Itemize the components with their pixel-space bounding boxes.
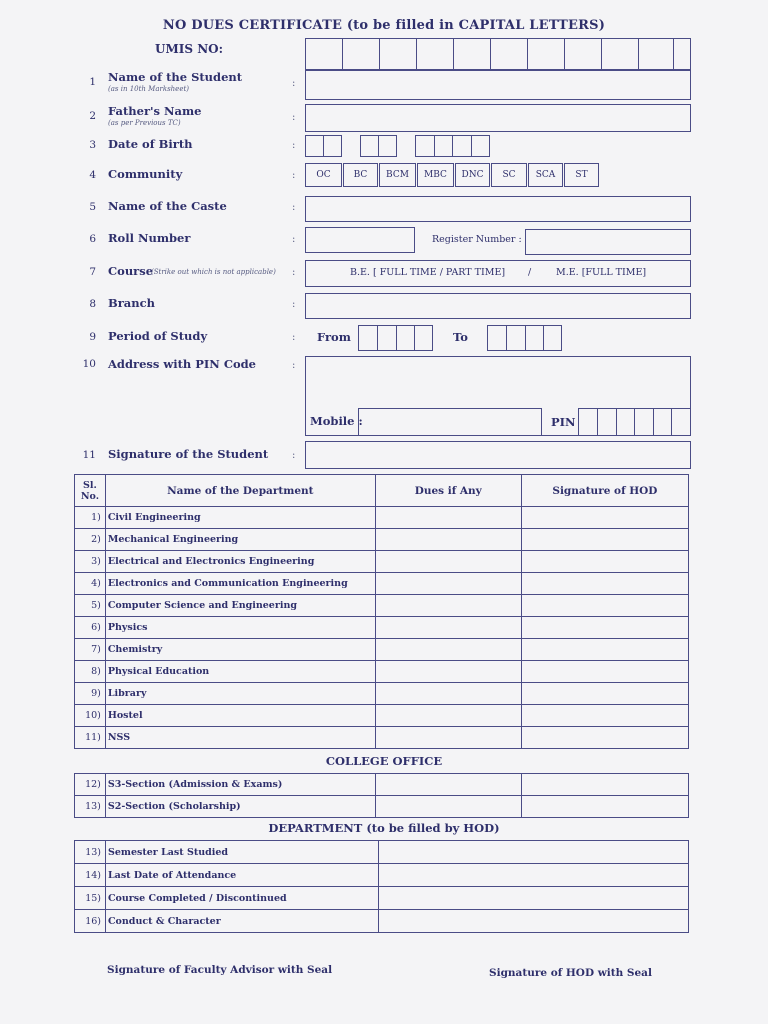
value-cell[interactable] bbox=[379, 910, 689, 933]
row-name: Electrical and Electronics Engineering bbox=[105, 551, 375, 573]
field-label-father-name: Father's Name bbox=[108, 104, 202, 118]
row-serial: 8) bbox=[75, 661, 106, 683]
row-serial: 16) bbox=[75, 910, 106, 933]
hod-signature-cell[interactable] bbox=[521, 727, 688, 749]
field-label-address: Address with PIN Code bbox=[108, 357, 257, 371]
row-name: Computer Science and Engineering bbox=[105, 595, 375, 617]
hod-signature-cell[interactable] bbox=[521, 705, 688, 727]
dues-cell[interactable] bbox=[375, 573, 521, 595]
community-option-dnc[interactable]: DNC bbox=[455, 163, 490, 187]
branch-input[interactable] bbox=[305, 293, 691, 319]
course-me-option[interactable]: M.E. [FULL TIME] bbox=[556, 267, 647, 278]
colon: : bbox=[292, 267, 296, 278]
community-option-st[interactable]: ST bbox=[564, 163, 599, 187]
row-name: Library bbox=[105, 683, 375, 705]
colon: : bbox=[292, 332, 296, 343]
field-num: 9 bbox=[89, 331, 96, 343]
mobile-label: Mobile : bbox=[310, 414, 363, 428]
field-label-course: Course bbox=[108, 264, 154, 278]
value-cell[interactable] bbox=[379, 841, 689, 864]
student-name-input[interactable] bbox=[305, 70, 691, 100]
field-num: 3 bbox=[89, 139, 96, 151]
dob-month-input[interactable] bbox=[360, 135, 397, 157]
table-header-row bbox=[75, 475, 689, 507]
table-row bbox=[75, 507, 689, 529]
field-num: 2 bbox=[89, 110, 96, 122]
field-num: 5 bbox=[89, 201, 96, 213]
field-label-branch: Branch bbox=[108, 296, 155, 310]
table-row bbox=[75, 774, 689, 796]
row-serial: 11) bbox=[75, 727, 106, 749]
field-num: 4 bbox=[89, 169, 96, 181]
row-name: Physics bbox=[105, 617, 375, 639]
dues-cell[interactable] bbox=[375, 727, 521, 749]
caste-input[interactable] bbox=[305, 196, 691, 222]
colon: : bbox=[292, 234, 296, 245]
dues-cell[interactable] bbox=[375, 595, 521, 617]
table-row bbox=[75, 796, 689, 818]
hod-signature-cell[interactable] bbox=[521, 551, 688, 573]
community-option-bcm[interactable]: BCM bbox=[379, 163, 416, 187]
umis-label: UMIS NO: bbox=[155, 42, 224, 56]
field-num: 1 bbox=[89, 76, 96, 88]
hod-signature-label: Signature of HOD with Seal bbox=[489, 967, 652, 979]
dues-cell[interactable] bbox=[375, 551, 521, 573]
row-name: Semester Last Studied bbox=[106, 841, 379, 864]
field-num: 8 bbox=[89, 298, 96, 310]
colon: : bbox=[292, 450, 296, 461]
period-to-input[interactable] bbox=[487, 325, 562, 351]
hod-signature-cell[interactable] bbox=[521, 617, 688, 639]
row-serial: 3) bbox=[75, 551, 106, 573]
field-num: 10 bbox=[82, 358, 96, 370]
field-sublabel: (as in 10th Marksheet) bbox=[108, 85, 190, 93]
table-row bbox=[75, 727, 689, 749]
colon: : bbox=[292, 170, 296, 181]
table-row bbox=[75, 841, 689, 864]
community-option-mbc[interactable]: MBC bbox=[417, 163, 454, 187]
row-serial: 15) bbox=[75, 887, 106, 910]
header-hod-signature: Signature of HOD bbox=[521, 475, 688, 507]
department-heading: DEPARTMENT (to be filled by HOD) bbox=[268, 821, 500, 835]
dues-cell[interactable] bbox=[375, 529, 521, 551]
dues-cell[interactable] bbox=[375, 705, 521, 727]
community-option-sca[interactable]: SCA bbox=[528, 163, 563, 187]
table-row bbox=[75, 683, 689, 705]
table-row bbox=[75, 887, 689, 910]
colon: : bbox=[292, 140, 296, 151]
umis-boxes[interactable] bbox=[305, 38, 691, 70]
hod-signature-cell[interactable] bbox=[521, 573, 688, 595]
umis-frame bbox=[305, 38, 691, 70]
umis-divider bbox=[673, 38, 674, 70]
dues-cell[interactable] bbox=[376, 774, 522, 796]
row-name: S2-Section (Scholarship) bbox=[105, 796, 375, 818]
table-row bbox=[75, 705, 689, 727]
signature-cell[interactable] bbox=[522, 796, 689, 818]
table-row bbox=[75, 551, 689, 573]
row-serial: 5) bbox=[75, 595, 106, 617]
course-box[interactable] bbox=[305, 260, 691, 287]
signature-cell[interactable] bbox=[522, 774, 689, 796]
register-number-input[interactable] bbox=[525, 229, 691, 255]
umis-divider bbox=[416, 38, 417, 70]
hod-signature-cell[interactable] bbox=[521, 661, 688, 683]
row-name: Physical Education bbox=[105, 661, 375, 683]
hod-signature-cell[interactable] bbox=[521, 683, 688, 705]
from-label: From bbox=[317, 330, 351, 344]
field-label-caste: Name of the Caste bbox=[108, 199, 227, 213]
pin-input[interactable] bbox=[578, 408, 691, 436]
row-name: Chemistry bbox=[105, 639, 375, 661]
register-number-label: Register Number : bbox=[432, 234, 522, 245]
row-serial: 4) bbox=[75, 573, 106, 595]
dues-cell[interactable] bbox=[375, 661, 521, 683]
hod-signature-cell[interactable] bbox=[521, 507, 688, 529]
row-name: Conduct & Character bbox=[106, 910, 379, 933]
value-cell[interactable] bbox=[379, 864, 689, 887]
dob-year-input[interactable] bbox=[415, 135, 490, 157]
dues-cell[interactable] bbox=[375, 507, 521, 529]
dues-cell[interactable] bbox=[375, 639, 521, 661]
course-be-option[interactable]: B.E. [ FULL TIME / PART TIME] bbox=[350, 267, 506, 278]
to-label: To bbox=[453, 330, 468, 344]
field-label-community: Community bbox=[108, 167, 183, 181]
row-serial: 13) bbox=[75, 796, 106, 818]
table-row bbox=[75, 595, 689, 617]
hod-signature-cell[interactable] bbox=[521, 529, 688, 551]
table-row bbox=[75, 617, 689, 639]
header-sl-no: Sl. No. bbox=[75, 475, 106, 507]
row-name: S3-Section (Admission & Exams) bbox=[105, 774, 375, 796]
dues-cell[interactable] bbox=[375, 617, 521, 639]
row-serial: 6) bbox=[75, 617, 106, 639]
umis-divider bbox=[527, 38, 528, 70]
course-separator: / bbox=[528, 267, 532, 278]
field-num: 11 bbox=[82, 449, 96, 461]
faculty-advisor-signature-label: Signature of Faculty Advisor with Seal bbox=[107, 964, 333, 976]
row-name: Hostel bbox=[105, 705, 375, 727]
row-serial: 2) bbox=[75, 529, 106, 551]
pin-label: PIN bbox=[551, 415, 576, 429]
field-num: 7 bbox=[89, 266, 96, 278]
umis-divider bbox=[379, 38, 380, 70]
roll-number-input[interactable] bbox=[305, 227, 415, 253]
row-serial: 14) bbox=[75, 864, 106, 887]
umis-divider bbox=[638, 38, 639, 70]
umis-divider bbox=[453, 38, 454, 70]
field-label-period: Period of Study bbox=[108, 329, 208, 343]
community-option-sc[interactable]: SC bbox=[491, 163, 527, 187]
hod-details-table bbox=[74, 840, 689, 933]
field-num: 6 bbox=[89, 233, 96, 245]
father-name-input[interactable] bbox=[305, 104, 691, 132]
field-label-student-name: Name of the Student bbox=[108, 70, 243, 84]
field-sublabel: (as per Previous TC) bbox=[108, 119, 181, 127]
table-row bbox=[75, 661, 689, 683]
colon: : bbox=[292, 360, 296, 371]
hod-signature-cell[interactable] bbox=[521, 639, 688, 661]
field-label-dob: Date of Birth bbox=[108, 137, 193, 151]
row-name: Electronics and Communication Engineering bbox=[105, 573, 375, 595]
dob-day-input[interactable] bbox=[305, 135, 342, 157]
community-option-bc[interactable]: BC bbox=[343, 163, 378, 187]
student-signature-input[interactable] bbox=[305, 441, 691, 469]
header-department: Name of the Department bbox=[105, 475, 375, 507]
row-name: Last Date of Attendance bbox=[106, 864, 379, 887]
colon: : bbox=[292, 78, 296, 89]
row-name: Civil Engineering bbox=[105, 507, 375, 529]
field-sublabel: (Strike out which is not applicable) bbox=[151, 268, 276, 276]
hod-signature-cell[interactable] bbox=[521, 595, 688, 617]
umis-divider bbox=[490, 38, 491, 70]
value-cell[interactable] bbox=[379, 887, 689, 910]
row-serial: 9) bbox=[75, 683, 106, 705]
table-row bbox=[75, 639, 689, 661]
row-name: Course Completed / Discontinued bbox=[106, 887, 379, 910]
table-row bbox=[75, 529, 689, 551]
mobile-input[interactable] bbox=[358, 408, 542, 436]
period-from-input[interactable] bbox=[358, 325, 433, 351]
table-row bbox=[75, 910, 689, 933]
community-option-oc[interactable]: OC bbox=[305, 163, 342, 187]
college-office-heading: COLLEGE OFFICE bbox=[325, 754, 443, 768]
umis-divider bbox=[342, 38, 343, 70]
header-dues: Dues if Any bbox=[375, 475, 521, 507]
umis-divider bbox=[601, 38, 602, 70]
field-label-roll-number: Roll Number bbox=[108, 231, 191, 245]
table-row bbox=[75, 864, 689, 887]
form-title: NO DUES CERTIFICATE (to be filled in CAPITAL LETTERS) bbox=[162, 18, 606, 33]
colon: : bbox=[292, 202, 296, 213]
row-serial: 13) bbox=[75, 841, 106, 864]
dues-cell[interactable] bbox=[376, 796, 522, 818]
colon: : bbox=[292, 112, 296, 123]
umis-divider bbox=[564, 38, 565, 70]
row-name: Mechanical Engineering bbox=[105, 529, 375, 551]
colon: : bbox=[292, 299, 296, 310]
table-row bbox=[75, 573, 689, 595]
row-serial: 7) bbox=[75, 639, 106, 661]
dues-cell[interactable] bbox=[375, 683, 521, 705]
row-name: NSS bbox=[105, 727, 375, 749]
department-dues-table bbox=[74, 474, 689, 749]
row-serial: 1) bbox=[75, 507, 106, 529]
row-serial: 12) bbox=[75, 774, 106, 796]
row-serial: 10) bbox=[75, 705, 106, 727]
college-office-table bbox=[74, 773, 689, 818]
field-label-signature: Signature of the Student bbox=[108, 447, 269, 461]
